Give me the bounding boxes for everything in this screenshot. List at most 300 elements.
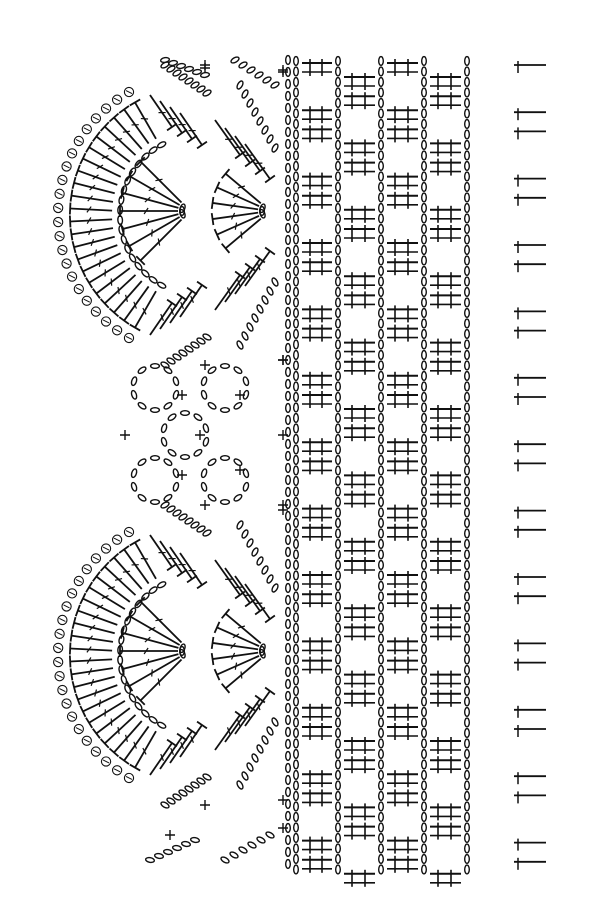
picot: [101, 104, 110, 113]
chain-stitch: [422, 687, 427, 696]
chain-loop: [131, 364, 180, 413]
double-crochet-block: [430, 803, 461, 820]
double-crochet-block: [302, 789, 332, 806]
picot: [58, 245, 67, 254]
chain-stitch: [286, 80, 291, 89]
chain-stitch: [163, 493, 173, 502]
chain-stitch: [379, 382, 384, 391]
picot-mark: [76, 288, 82, 291]
chain-stitch: [422, 592, 427, 601]
chain-stitch: [286, 320, 291, 329]
chain-stitch: [379, 288, 384, 297]
chain-stitch: [379, 372, 384, 381]
chain-stitch: [286, 536, 291, 545]
single-crochet: [200, 360, 210, 370]
chain-stitch: [465, 162, 470, 171]
grid-row: [302, 856, 546, 887]
stitch-top: [71, 228, 73, 240]
chain-stitch: [422, 120, 427, 129]
double-crochet-block: [344, 623, 375, 640]
stitch-top: [71, 630, 73, 642]
chain-stitch: [422, 550, 427, 559]
chain-stitch: [379, 141, 384, 150]
double-crochet: [119, 106, 148, 144]
chain-stitch: [379, 162, 384, 171]
chain-stitch: [137, 493, 147, 502]
chain-stitch: [422, 529, 427, 538]
chain-stitch: [379, 193, 384, 202]
picot-mark: [114, 98, 120, 101]
chain-stitch: [422, 403, 427, 412]
chain-stitch: [294, 739, 299, 748]
double-crochet: [73, 617, 115, 633]
chain-stitch: [422, 823, 427, 832]
chain-stitch: [379, 424, 384, 433]
stitch-post: [114, 721, 142, 752]
chain-stitch: [336, 361, 341, 370]
double-crochet-block: [344, 339, 375, 356]
chain-stitch: [294, 214, 299, 223]
chain-stitch: [422, 372, 427, 381]
chain-stitch: [294, 519, 299, 528]
double-crochet-block: [302, 305, 332, 322]
double-crochet-block: [344, 803, 375, 820]
chain-stitch: [294, 99, 299, 108]
stitch-post: [135, 291, 156, 327]
ring-motifs: [120, 355, 288, 510]
chain-stitch: [336, 498, 341, 507]
chain-stitch: [379, 582, 384, 591]
stitch-post: [70, 209, 112, 211]
chain-stitch: [379, 508, 384, 517]
chain-stitch: [465, 214, 470, 223]
chain-stitch: [379, 330, 384, 339]
chain-stitch: [422, 424, 427, 433]
chain-stitch: [465, 351, 470, 360]
chain-stitch: [294, 445, 299, 454]
double-crochet-block: [430, 291, 461, 308]
chain-stitch: [336, 99, 341, 108]
chain-stitch: [422, 172, 427, 181]
double-crochet: [215, 272, 245, 310]
chain-stitch: [422, 582, 427, 591]
chain-stitch: [336, 403, 341, 412]
chain-stitch: [379, 393, 384, 402]
double-crochet: [136, 157, 181, 202]
chain-stitch: [294, 183, 299, 192]
chain-stitch: [379, 256, 384, 265]
double-crochet-block: [387, 325, 418, 342]
stitch-top: [197, 582, 207, 589]
chain-stitch: [236, 780, 244, 790]
chain-stitch: [286, 476, 291, 485]
picot: [62, 259, 71, 268]
chain-stitch: [336, 225, 341, 234]
chain-stitch: [172, 482, 179, 492]
chain-stitch: [181, 411, 190, 416]
chain-stitch: [422, 225, 427, 234]
picot: [113, 535, 122, 544]
chain-stitch: [131, 376, 138, 386]
chain-stitch: [465, 445, 470, 454]
double-crochet-block: [387, 106, 418, 123]
chain-stitch: [336, 823, 341, 832]
chain-stitch: [266, 134, 274, 144]
chain-stitch: [336, 519, 341, 528]
stitch-post: [89, 261, 125, 283]
chain-stitch: [465, 361, 470, 370]
chain-stitch: [465, 540, 470, 549]
picot: [74, 724, 83, 733]
chain-stitch: [233, 401, 243, 410]
single-crochet: [200, 500, 210, 510]
chain-stitch: [256, 116, 264, 126]
chain-stitch: [422, 792, 427, 801]
double-crochet: [70, 203, 112, 215]
picot: [124, 333, 133, 342]
double-crochet-block: [430, 405, 461, 422]
chain-stitch: [201, 376, 208, 386]
chain-stitch: [379, 687, 384, 696]
chain-stitch: [379, 277, 384, 286]
double-crochet: [70, 643, 112, 655]
chain-stitch: [294, 708, 299, 717]
chain-stitch: [241, 529, 249, 539]
double-crochet: [215, 656, 259, 680]
chain-stitch: [161, 437, 168, 447]
chain-stitch: [294, 676, 299, 685]
chain-stitch: [256, 556, 264, 566]
picot-mark: [126, 531, 132, 534]
double-crochet-block: [387, 590, 418, 607]
stitch-post: [105, 567, 136, 596]
double-crochet-block: [387, 770, 418, 787]
chain-stitch: [163, 366, 173, 375]
picot-mark: [64, 702, 70, 705]
chain-stitch: [465, 309, 470, 318]
double-crochet-block: [302, 770, 332, 787]
chain-stitch: [379, 361, 384, 370]
chain-stitch: [336, 130, 341, 139]
chain-stitch: [379, 109, 384, 118]
picot: [124, 773, 133, 782]
chain-stitch: [286, 620, 291, 629]
chain-stitch: [286, 668, 291, 677]
picot-mark: [55, 661, 61, 664]
chain-stitch: [181, 455, 190, 460]
stitch-top: [265, 616, 275, 623]
chain-stitch: [336, 508, 341, 517]
scallop: [54, 60, 288, 370]
chain-stitch: [336, 676, 341, 685]
chain-stitch: [379, 718, 384, 727]
picot-mark: [84, 739, 90, 742]
chain-stitch: [163, 458, 173, 467]
chain-stitch: [379, 130, 384, 139]
chain-stitch: [201, 482, 208, 492]
chain-stitch: [294, 834, 299, 843]
chain-stitch: [286, 752, 291, 761]
chain-stitch: [379, 813, 384, 822]
picot: [74, 576, 83, 585]
double-crochet-block: [430, 737, 461, 754]
chain-stitch: [465, 141, 470, 150]
chain-stitch: [256, 836, 266, 844]
double-crochet-block: [430, 159, 461, 176]
chain-stitch: [379, 183, 384, 192]
double-crochet-block: [344, 690, 375, 707]
chain-stitch: [379, 708, 384, 717]
chain-stitch: [465, 561, 470, 570]
chain-stitch: [422, 477, 427, 486]
chain-stitch: [465, 298, 470, 307]
stitch-post: [96, 137, 129, 162]
stitch-top: [130, 99, 140, 105]
chain-stitch: [246, 98, 254, 108]
picot: [54, 657, 63, 666]
chain-stitch: [154, 853, 163, 859]
chain-stitch: [294, 718, 299, 727]
chain-stitch: [465, 834, 470, 843]
chain-stitch: [465, 697, 470, 706]
single-crochet: [165, 830, 175, 840]
double-crochet: [120, 645, 178, 657]
chain-stitch: [336, 183, 341, 192]
stitch-top: [86, 142, 92, 152]
picot-mark: [76, 728, 82, 731]
picot-mark: [126, 91, 132, 94]
chain-stitch: [256, 744, 264, 754]
double-crochet: [101, 275, 136, 308]
picot-mark: [69, 592, 75, 595]
stitch-top: [197, 142, 207, 149]
stitch-top: [119, 546, 129, 553]
picot: [113, 326, 122, 335]
stitch-post: [150, 535, 172, 567]
picot: [82, 296, 91, 305]
chain-stitch: [422, 781, 427, 790]
chain-stitch: [379, 676, 384, 685]
chain-stitch: [294, 424, 299, 433]
chain-stitch: [286, 236, 291, 245]
chain-stitch: [294, 130, 299, 139]
grid-chain-column: [294, 57, 299, 874]
grid-chain-column: [422, 57, 427, 874]
chain-stitch: [465, 571, 470, 580]
stitch-top: [86, 278, 92, 288]
chain-stitch: [294, 414, 299, 423]
chain-stitch: [465, 414, 470, 423]
double-crochet-block: [430, 339, 461, 356]
chain-stitch: [294, 235, 299, 244]
chain-stitch: [422, 519, 427, 528]
chain-stitch: [379, 771, 384, 780]
chain-stitch: [422, 445, 427, 454]
chain-stitch: [148, 715, 158, 724]
stitch-top: [70, 643, 71, 655]
chain-stitch: [336, 834, 341, 843]
chain-stitch: [193, 413, 203, 422]
chain-stitch: [465, 508, 470, 517]
chain-stitch: [422, 834, 427, 843]
chain-stitch: [379, 634, 384, 643]
double-crochet-block: [302, 325, 332, 342]
chain-stitch: [246, 762, 254, 772]
chain-stitch: [241, 89, 249, 99]
chain-stitch: [137, 366, 147, 375]
chain-stitch: [286, 452, 291, 461]
chain-stitch: [265, 831, 275, 839]
picot-mark: [55, 646, 61, 649]
chain-stitch: [379, 445, 384, 454]
double-crochet-block: [344, 471, 375, 488]
picot-mark: [59, 178, 65, 181]
stitch-top: [119, 106, 129, 113]
double-crochet-block: [430, 671, 461, 688]
picot-mark: [103, 547, 109, 550]
chain-stitch: [379, 645, 384, 654]
picot-mark: [103, 320, 109, 323]
chain-stitch: [422, 277, 427, 286]
chain-stitch: [422, 561, 427, 570]
grid-chain-column: [465, 57, 470, 874]
picot: [91, 307, 100, 316]
chain-stitch: [294, 225, 299, 234]
stitch-post: [96, 268, 129, 293]
chain-stitch: [465, 655, 470, 664]
double-crochet-block: [302, 524, 332, 541]
double-crochet-block: [344, 139, 375, 156]
chain-stitch: [137, 401, 147, 410]
double-crochet-block: [387, 637, 418, 654]
grid-chain-column: [379, 57, 384, 874]
grid-row: [302, 657, 546, 688]
chain-stitch: [286, 560, 291, 569]
chain-stitch: [286, 596, 291, 605]
chain-stitch: [286, 488, 291, 497]
chain-stitch: [465, 172, 470, 181]
stitch-top: [93, 729, 100, 739]
chain-stitch: [336, 235, 341, 244]
stitch-slash: [235, 663, 236, 670]
stitch-top: [93, 289, 100, 299]
chain-stitch: [266, 726, 274, 736]
double-crochet-block: [387, 704, 418, 721]
stitch-top: [86, 582, 92, 592]
chain-stitch: [422, 456, 427, 465]
stitch-top: [212, 653, 214, 665]
chain-stitch: [465, 78, 470, 87]
picot-mark: [114, 769, 120, 772]
chain-stitch: [422, 498, 427, 507]
picot: [67, 712, 76, 721]
double-crochet-block: [387, 173, 418, 190]
chain-stitch: [286, 284, 291, 293]
chain-stitch: [294, 466, 299, 475]
grid-row: [302, 225, 546, 256]
chain-stitch: [422, 414, 427, 423]
grid-row: [302, 457, 546, 488]
stitch-slash: [115, 139, 122, 141]
chain-stitch: [422, 613, 427, 622]
chain-stitch: [422, 361, 427, 370]
chain-stitch: [163, 401, 173, 410]
chain-stitch: [465, 466, 470, 475]
stitch-post: [135, 102, 156, 138]
chain-stitch: [465, 634, 470, 643]
picot: [55, 189, 64, 198]
stitch-post: [114, 558, 142, 589]
chain-stitch: [259, 643, 266, 653]
chain-stitch: [148, 275, 158, 284]
scallop-edging: [54, 60, 288, 810]
double-crochet: [130, 731, 156, 770]
grid-row: [302, 258, 546, 289]
chain-stitch: [294, 193, 299, 202]
double-crochet-block: [302, 457, 332, 474]
chain-stitch: [207, 366, 217, 375]
stitch-top: [119, 757, 129, 764]
chain-stitch: [379, 403, 384, 412]
picot-mark: [114, 538, 120, 541]
chain-stitch: [465, 739, 470, 748]
stitch-top: [130, 539, 140, 545]
stitch-slash: [235, 223, 236, 230]
double-crochet: [225, 264, 255, 302]
stitch-post: [70, 219, 112, 221]
chain-stitch: [379, 792, 384, 801]
double-crochet-block: [387, 505, 418, 522]
picot: [91, 114, 100, 123]
picot-mark: [84, 299, 90, 302]
chain-stitch: [422, 193, 427, 202]
double-crochet-block: [302, 125, 332, 142]
double-crochet-block: [430, 225, 461, 242]
double-crochet-block: [430, 424, 461, 441]
chain-stitch: [336, 193, 341, 202]
chain-stitch: [157, 721, 167, 729]
chain-stitch: [294, 456, 299, 465]
double-crochet: [93, 268, 130, 298]
stitch-slash: [241, 671, 242, 678]
chain-stitch: [336, 88, 341, 97]
single-crochet: [120, 430, 130, 440]
double-crochet-block: [430, 471, 461, 488]
chain-stitch: [465, 120, 470, 129]
chain-stitch: [286, 224, 291, 233]
chain-stitch: [422, 393, 427, 402]
chain-stitch: [465, 88, 470, 97]
chain-stitch: [294, 823, 299, 832]
chain-stitch: [379, 823, 384, 832]
chain-stitch: [261, 735, 269, 745]
chain-stitch: [465, 802, 470, 811]
chain-stitch: [422, 109, 427, 118]
chain-stitch: [422, 235, 427, 244]
stitch-post: [135, 731, 156, 767]
stitch-post: [74, 237, 115, 247]
chain-stitch: [465, 529, 470, 538]
chain-stitch: [422, 813, 427, 822]
chain-stitch: [422, 351, 427, 360]
chain-stitch: [286, 176, 291, 185]
chain-stitch: [379, 834, 384, 843]
chain-stitch: [422, 802, 427, 811]
chain-stitch: [422, 666, 427, 675]
chain-stitch: [422, 718, 427, 727]
chain-stitch: [379, 67, 384, 76]
chain-stitch: [294, 844, 299, 853]
